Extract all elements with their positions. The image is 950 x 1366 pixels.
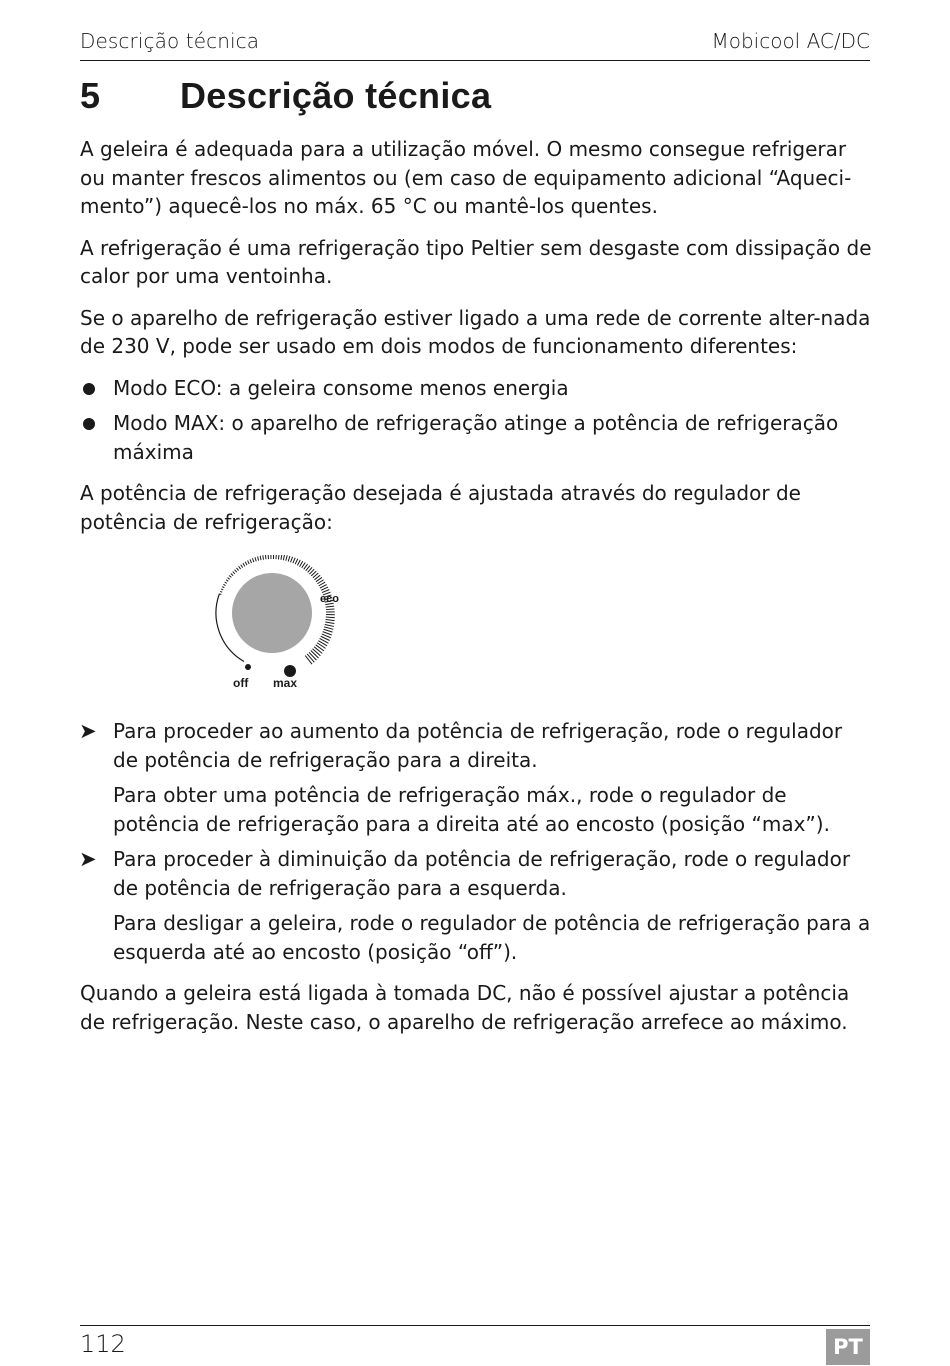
scale-tick xyxy=(255,557,256,561)
regulator-knob-illustration xyxy=(210,555,370,695)
scale-tick xyxy=(321,587,328,590)
arrow-right-icon: ➤ xyxy=(79,845,97,874)
scale-tick xyxy=(265,555,266,559)
off-marker-dot xyxy=(245,664,251,670)
list-item-text: Modo ECO: a geleira consome menos energia xyxy=(113,376,569,400)
scale-tick xyxy=(313,649,321,656)
mode-list xyxy=(80,374,872,467)
paragraph-regulator-intro: A potência de refrigeração desejada é ajustada através do regulador de potência de refrigeração: xyxy=(80,479,872,536)
scale-tick xyxy=(245,562,247,565)
step-text: Para proceder à diminuição da potência de refrigeração, rode o regulador de potência de refrigeração para a esquerda. xyxy=(113,847,850,900)
scale-tick xyxy=(219,594,221,595)
list-item xyxy=(80,409,872,466)
paragraph-peltier: A refrigeração é uma refrigeração tipo Peltier sem desgaste com dissipação de calor por uma ventoinha. xyxy=(80,234,872,291)
scale-tick xyxy=(326,606,334,607)
scale-tick xyxy=(241,565,243,568)
scale-tick xyxy=(324,627,333,629)
scale-tick xyxy=(326,620,335,621)
bullet-dot-icon xyxy=(83,383,95,395)
scale-tick xyxy=(226,580,228,582)
scale-tick xyxy=(293,558,295,563)
scale-tick xyxy=(225,582,227,583)
paragraph-intro: A geleira é adequada para a utilização móvel. O mesmo consegue refrigerar ou manter frescos alimentos ou (em caso de equipamento adicional “Aqueci-mento”) aquecê-los no máx. 65 °C ou mantê-los quentes. xyxy=(80,135,872,221)
scale-tick xyxy=(295,559,298,564)
off-label: off xyxy=(233,676,249,690)
scale-tick xyxy=(309,652,316,660)
scale-tick xyxy=(263,555,264,560)
paragraph-modes-intro: Se o aparelho de refrigeração estiver ligado a uma rede de corrente alter-nada de 230 V, pode ser usado em dois modos de funcionamento diferentes: xyxy=(80,304,872,361)
scale-tick xyxy=(231,574,233,576)
scale-tick xyxy=(314,647,322,654)
scale-tick xyxy=(281,555,282,560)
chapter-heading xyxy=(80,75,491,117)
scale-tick xyxy=(325,622,334,624)
scale-tick xyxy=(278,555,279,559)
scale-tick xyxy=(248,560,250,564)
scale-tick xyxy=(228,578,230,580)
arrow-right-icon: ➤ xyxy=(79,717,97,746)
chapter-title: Descrição técnica xyxy=(180,75,491,116)
main-content xyxy=(80,135,872,1049)
scale-tick xyxy=(221,589,223,590)
scale-tick xyxy=(252,558,253,562)
scale-tick xyxy=(250,559,252,563)
step-subtext: Para obter uma potência de refrigeração máx., rode o regulador de potência de refrigeração para a direita até ao encosto (posição “max”). xyxy=(113,781,872,838)
scale-tick xyxy=(291,557,293,562)
regulator-figure xyxy=(80,549,872,709)
header-section-title: Descrição técnica xyxy=(80,29,259,53)
page-footer xyxy=(80,1325,870,1366)
scale-tick xyxy=(229,576,231,578)
list-item xyxy=(80,845,872,966)
scale-tick xyxy=(297,560,300,565)
bullet-dot-icon xyxy=(83,418,95,430)
scale-tick xyxy=(237,568,239,571)
language-badge: PT xyxy=(826,1329,870,1365)
scale-tick xyxy=(258,556,259,560)
scale-tick xyxy=(325,624,334,626)
scale-tick xyxy=(222,587,224,588)
scale-tick xyxy=(300,561,303,566)
step-text: Para proceder ao aumento da potência de refrigeração, rode o regulador de potência de refrigeração para a direita. xyxy=(113,719,842,772)
list-item xyxy=(80,374,872,403)
chapter-number: 5 xyxy=(80,75,180,117)
scale-tick xyxy=(316,645,324,651)
max-label: max xyxy=(273,676,297,690)
scale-tick xyxy=(326,609,335,610)
scale-tick xyxy=(311,651,319,658)
header-product-name: Mobicool AC/DC xyxy=(711,29,870,53)
eco-label: eco xyxy=(320,593,339,605)
scale-tick xyxy=(223,584,225,585)
scale-tick xyxy=(323,629,332,632)
scale-tick xyxy=(326,617,335,618)
scale-tick xyxy=(302,563,306,568)
scale-tick xyxy=(220,591,222,592)
scale-tick xyxy=(305,656,312,665)
scale-tick xyxy=(288,556,290,561)
page-header xyxy=(80,28,870,61)
scale-tick xyxy=(283,555,284,560)
scale-tick xyxy=(243,563,245,566)
instruction-steps xyxy=(80,717,872,966)
paragraph-dc-note: Quando a geleira está ligada à tomada DC, não é possível ajustar a potência de refrigeração. Neste caso, o aparelho de refrigeração arrefece ao máximo. xyxy=(80,979,872,1036)
scale-tick xyxy=(260,556,261,560)
step-subtext: Para desligar a geleira, rode o regulador de potência de refrigeração para a esquerda até ao encosto (posição “off”). xyxy=(113,909,872,966)
scale-tick xyxy=(233,572,235,574)
scale-tick xyxy=(239,566,241,569)
knob-dial xyxy=(232,573,312,653)
scale-tick xyxy=(286,555,287,560)
list-item xyxy=(80,717,872,838)
page-number: 112 xyxy=(80,1330,126,1358)
scale-tick xyxy=(307,654,314,662)
list-item-text: Modo MAX: o aparelho de refrigeração atinge a potência de refrigeração máxima xyxy=(113,411,838,464)
scale-tick xyxy=(235,570,237,572)
